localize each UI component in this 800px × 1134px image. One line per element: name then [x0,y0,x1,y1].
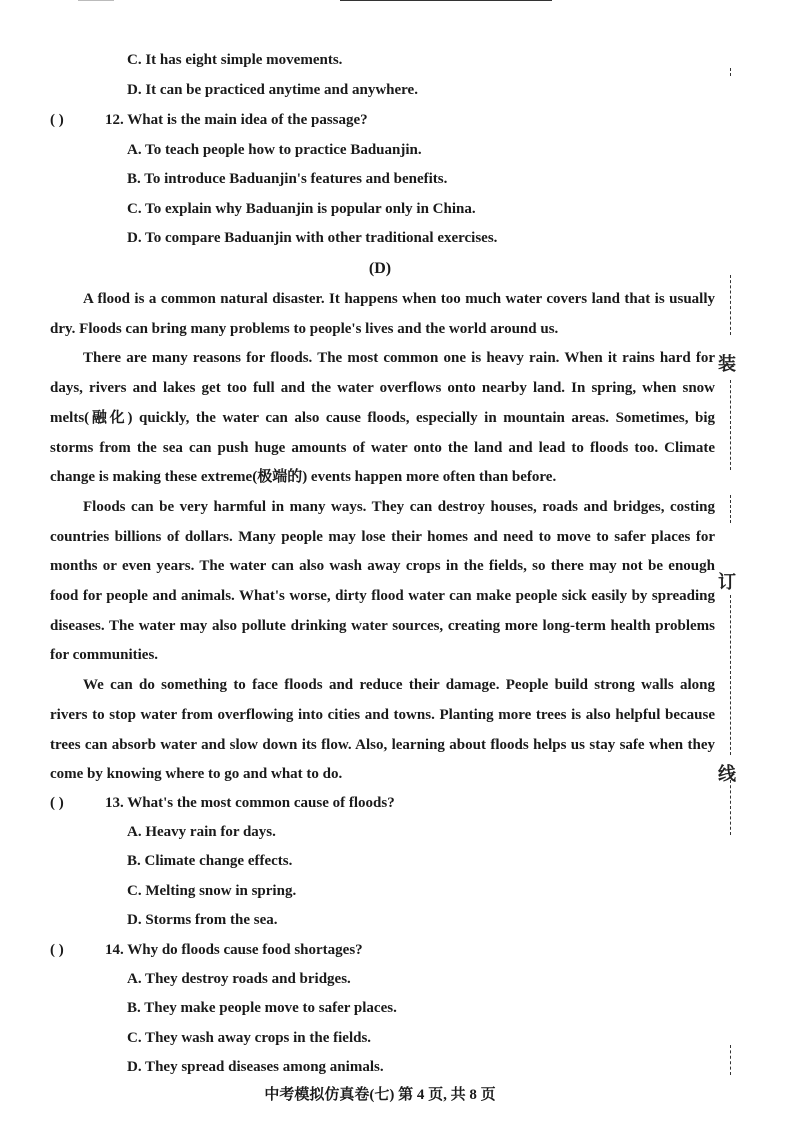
section-heading: (D) [368,260,392,277]
passage-paragraph: We can do something to face floods and reduce their damage. People build strong walls along rivers to stop water from overflowing into cities and towns. Planting more trees is also helpful because trees can absorb water and slow down its flow. Also, learning about floods helps us stay safe when they come by knowing where to go and what to do. [50,677,715,783]
q14-option-d: D. They spread diseases among animals. [127,1059,384,1075]
q12-option-b: B. To introduce Baduanjin's features and benefits. [127,171,448,187]
binding-mark-zhuang: 装 [718,354,736,374]
question-14 [50,942,363,959]
q14-option-c: C. They wash away crops in the fields. [127,1030,372,1046]
q12-option-d: D. To compare Baduanjin with other traditional exercises. [127,230,498,246]
answer-blank: ( ) [50,795,64,811]
prev-option-c: C. It has eight simple movements. [127,52,343,68]
q13-option-d: D. Storms from the sea. [127,912,278,928]
question-stem: 13. What's the most common cause of floods? [105,795,395,811]
question-stem: 12. What is the main idea of the passage? [105,112,368,128]
binding-line [730,595,731,755]
q13-option-c: C. Melting snow in spring. [127,883,297,899]
question-stem: 14. Why do floods cause food shortages? [105,942,363,958]
binding-mark-xian: 线 [718,764,736,784]
prev-option-d: D. It can be practiced anytime and anywhere. [127,82,418,98]
top-rule [340,0,552,1]
binding-line [730,1045,731,1075]
answer-blank: ( ) [50,942,64,958]
passage-paragraph: A flood is a common natural disaster. It happens when too much water covers land that is usually dry. Floods can bring many problems to people's lives and the world around us. [50,291,715,337]
binding-line [730,780,731,835]
binding-line [730,68,731,76]
binding-mark-ding: 订 [718,572,736,592]
q14-option-b: B. They make people move to safer places. [127,1000,397,1016]
q14-option-a: A. They destroy roads and bridges. [127,971,351,987]
q13-option-a: A. Heavy rain for days. [127,824,276,840]
q12-option-a: A. To teach people how to practice Baduanjin. [127,142,422,158]
binding-line [730,275,731,335]
q12-option-c: C. To explain why Baduanjin is popular only in China. [127,201,476,217]
page-footer: 中考模拟仿真卷(七) 第 4 页, 共 8 页 [264,1087,496,1103]
binding-line [730,380,731,470]
top-edge-mark [78,0,114,1]
passage-paragraph: Floods can be very harmful in many ways. They can destroy houses, roads and bridges, costing countries billions of dollars. Many people may lose their homes and need to move to safer places for months or even years. The water can also wash away crops in the fields, so there may not be enough food for people and animals. What's worse, dirty flood water can make people sick easily by spreading diseases. The water may also pollute drinking water sources, creating more long-term health problems for communities. [50,498,715,664]
question-13 [50,795,395,812]
passage-paragraph: There are many reasons for floods. The most common one is heavy rain. When it rains hard for days, rivers and lakes get too full and the water overflows onto nearby land. In spring, when snow melts(融化) quickly, the water can also cause floods, especially in mountain areas. Sometimes, big storms from the sea can push huge amounts of water onto the land and lead to floods too. Climate change is making these extreme(极端的) events happen more often than before. [50,350,715,486]
passage [50,285,715,790]
question-12 [50,112,368,129]
q13-option-b: B. Climate change effects. [127,853,293,869]
binding-line [730,495,731,523]
answer-blank: ( ) [50,112,64,128]
